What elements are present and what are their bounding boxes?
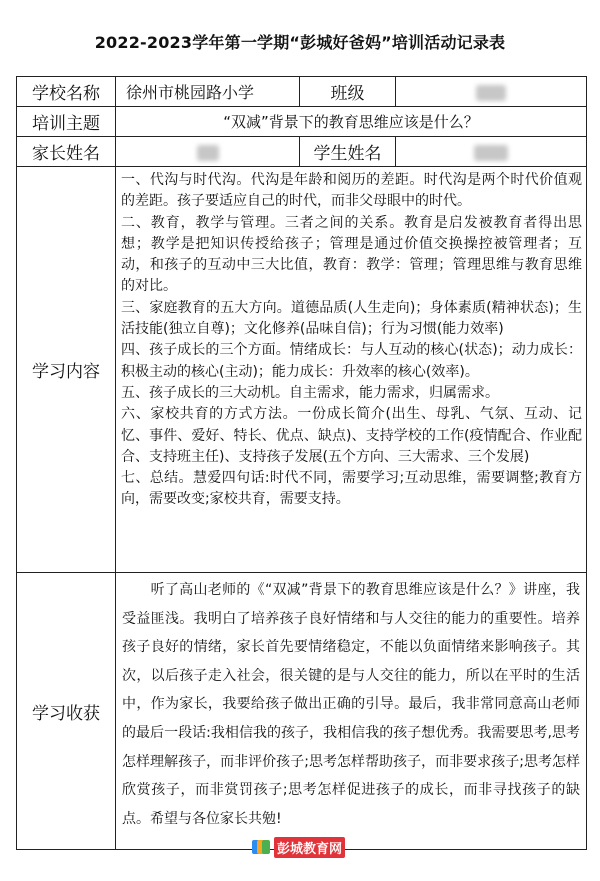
redacted-blur — [476, 85, 506, 101]
school-name-label: 学校名称 — [17, 77, 116, 107]
redacted-blur — [474, 145, 508, 161]
content-paragraph: 五、孩子成长的三大动机。自主需求，能力需求，归属需求。 — [121, 384, 499, 401]
study-content-label: 学习内容 — [17, 167, 116, 573]
content-paragraph: 三、家庭教育的五大方向。道德品质(人生走向)；身体素质(精神状态)；生活技能(独立自尊)；文化修养(品味自信)；行为习惯(能力效率) — [121, 299, 582, 338]
class-label: 班级 — [300, 77, 396, 107]
study-gain-text: 听了高山老师的《“双减”背景下的教育思维应该是什么？》讲座，我受益匪浅。我明白了培养孩子良好情绪和与人交往的能力的重要性。培养孩子良好的情绪，家长首先要情绪稳定，不能以负面情绪来影响孩子。其次，以后孩子走入社会，很关键的是与人交往的能力，所以在平时的生活中，作为家长，我要给孩子做出正确的引导。最后，我非常同意高山老师的最后一段话:我相信我的孩子，我相信我的孩子想优秀。我需要思考,思考怎样理解孩子，而非评价孩子;思考怎样帮助孩子，而非要求孩子;思考怎样欣赏孩子，而非赏罚孩子;思考怎样促进孩子的成长，而非寻找孩子的缺点。希望与各位家长共勉! — [116, 573, 587, 850]
page-title: 2022-2023学年第一学期“彭城好爸妈”培训活动记录表 — [94, 33, 506, 52]
watermark-logo-icon — [252, 838, 270, 856]
site-watermark — [252, 836, 345, 858]
parent-name-redacted — [116, 137, 300, 167]
parent-name-label: 家长姓名 — [17, 137, 116, 167]
student-name-label: 学生姓名 — [300, 137, 396, 167]
training-topic-label: 培训主题 — [17, 107, 116, 137]
training-topic-value: “双减”背景下的教育思维应该是什么？ — [116, 107, 587, 137]
school-row — [17, 77, 587, 107]
record-form-table — [16, 76, 587, 850]
student-name-redacted — [396, 137, 587, 167]
class-value-redacted — [396, 77, 587, 107]
content-paragraph: 一、代沟与时代沟。代沟是年龄和阅历的差距。时代沟是两个时代价值观的差距。孩子要适应自己的时代，而非父母眼中的时代。 — [121, 172, 582, 210]
school-name-value: 徐州市桃园路小学 — [116, 77, 300, 107]
redacted-blur — [197, 145, 219, 161]
names-row — [17, 137, 587, 167]
content-row — [17, 167, 587, 573]
gain-row — [17, 573, 587, 850]
content-paragraph: 四、孩子成长的三个方面。情绪成长：与人互动的核心(状态)；动力成长：积极主动的核心(主动)；能力成长：升效率的核心(效率)。 — [121, 342, 582, 380]
content-paragraph: 七、总结。慧爱四句话:时代不同，需要学习;互动思维，需要调整;教育方向，需要改变;家校共育，需要支持。 — [121, 470, 582, 508]
watermark-text: 彭城教育网 — [274, 837, 345, 858]
content-paragraph: 二、教育，教学与管理。三者之间的关系。教育是启发被教育者得出思想；教学是把知识传授给孩子；管理是通过价值交换操控被管理者；互动，和孩子的互动中三大比值，教育：教学：管理；管理思维与教育思维的对比。 — [121, 214, 582, 295]
content-paragraph: 六、家校共育的方式方法。一份成长简介(出生、母乳、气氛、互动、记忆、事件、爱好、特长、优点、缺点)、支持学校的工作(疫情配合、作业配合、支持班主任)、支持孩子发展(五个方向、三大需求、三个发展) — [121, 406, 582, 465]
topic-row — [17, 107, 587, 137]
study-gain-label: 学习收获 — [17, 573, 116, 850]
study-content-text — [116, 167, 587, 573]
